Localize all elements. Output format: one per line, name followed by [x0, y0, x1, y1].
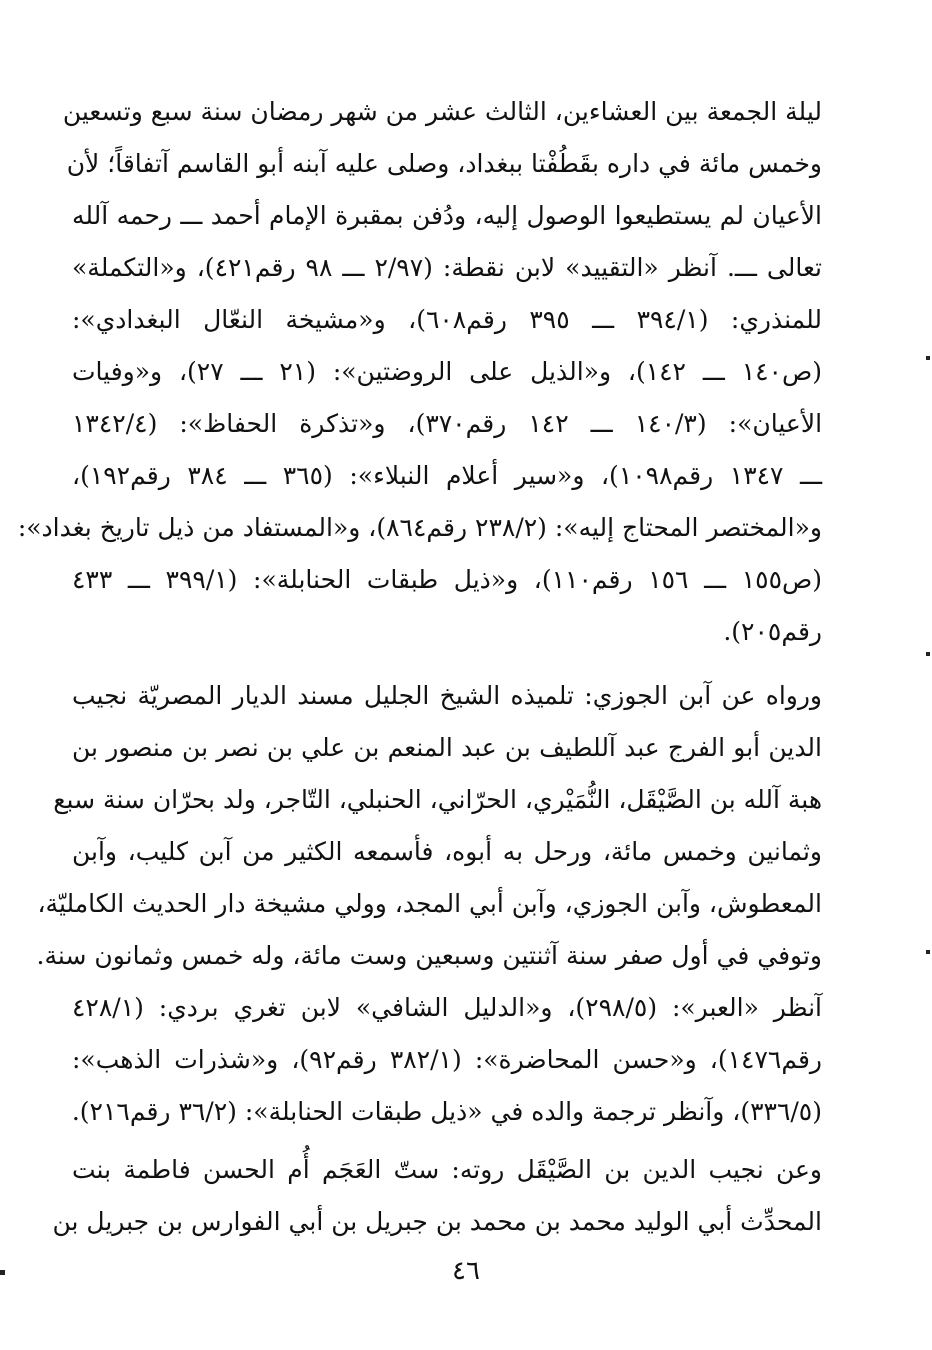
text-line: المحدِّث أبي الوليد محمد بن محمد بن جبريل بن أبي الفوارس بن جبريل بن	[52, 1207, 822, 1236]
text-line: وثمانين وخمس مائة، ورحل به أبوه، فأسمعه الكثير من آبن كليب، وآبن	[72, 837, 822, 866]
text-line: هبة آلله بن الصَّيْقَل، النُّمَيْري، الحرّاني، الحنبلي، التّاجر، ولد بحرّان سنة سبع	[53, 785, 822, 814]
text-line: (ص١٤٠ ـــ ١٤٢)، و«الذيل على الروضتين»: (٢١ ـــ ٢٧)، و«وفيات	[72, 357, 822, 386]
text-line: ـــ ١٣٤٧ رقم١٠٩٨)، و«سير أعلام النبلاء»: (٣٦٥ ـــ ٣٨٤ رقم١٩٢)،	[72, 461, 823, 490]
paragraph-3	[52, 1144, 822, 1248]
text-line: (ص١٥٥ ـــ ١٥٦ رقم١١٠)، و«ذيل طبقات الحنابلة»: (٣٩٩/١ ـــ ٤٣٣	[72, 565, 823, 594]
text-line: تعالى ـــ. آنظر «التقييد» لابن نقطة: (٢/٩٧ ـــ ٩٨ رقم٤٢١)، و«التكملة»	[72, 253, 823, 282]
text-line: ليلة الجمعة بين العشاءين، الثالث عشر من شهر رمضان سنة سبع وتسعين	[62, 97, 822, 126]
text-line: آنظر «العبر»: (٢٩٨/٥)، و«الدليل الشافي» لابن تغري بردي: (٤٢٨/١	[72, 993, 822, 1022]
text-line: رقم٢٠٥).	[723, 617, 822, 646]
text-line: و«المختصر المحتاج إليه»: (٢٣٨/٢ رقم٨٦٤)، و«المستفاد من ذيل تاريخ بغداد»:	[17, 513, 822, 542]
text-line: الأعيان»: (١٤٠/٣ ـــ ١٤٢ رقم٣٧٠)، و«تذكرة الحفاظ»: (١٣٤٢/٤	[72, 409, 823, 438]
text-line: وتوفي في أول صفر سنة آثنتين وسبعين وست مائة، وله خمس وثمانون سنة.	[36, 941, 822, 970]
text-line: وخمس مائة في داره بقَطُفْتا ببغداد، وصلى عليه آبنه أبو القاسم آتفاقاً؛ لأن	[66, 149, 822, 178]
text-line: المعطوش، وآبن الجوزي، وآبن أبي المجد، وولي مشيخة دار الحديث الكامليّة،	[37, 889, 822, 918]
paragraph-gap	[72, 658, 822, 670]
page-body	[17, 86, 823, 1248]
scan-mark	[926, 950, 930, 954]
text-line: (٣٣٦/٥)، وآنظر ترجمة والده في «ذيل طبقات الحنابلة»: (٣٦/٢ رقم٢١٦).	[71, 1097, 822, 1126]
text-line: الدين أبو الفرج عبد آللطيف بن عبد المنعم بن علي بن نصر بن منصور بن	[72, 733, 822, 762]
text-line: ورواه عن آبن الجوزي: تلميذه الشيخ الجليل مسند الديار المصريّة نجيب	[72, 681, 822, 710]
text-line: وعن نجيب الدين بن الصَّيْقَل روته: ستّ العَجَم أُم الحسن فاطمة بنت	[72, 1155, 822, 1184]
text-line: الأعيان لم يستطيعوا الوصول إليه، ودُفن بمقبرة الإمام أحمد ـــ رحمه آلله	[72, 201, 822, 230]
scan-mark	[926, 652, 930, 656]
paragraph-1	[17, 86, 823, 658]
page-number: ٤٦	[452, 1256, 480, 1286]
paragraph-2	[36, 670, 823, 1138]
text-line: رقم١٤٧٦)، و«حسن المحاضرة»: (٣٨٢/١ رقم٩٢)، و«شذرات الذهب»:	[72, 1045, 823, 1074]
text-line: للمنذري: (٣٩٤/١ ـــ ٣٩٥ رقم٦٠٨)، و«مشيخة النعّال البغدادي»:	[72, 305, 822, 334]
scan-mark	[926, 356, 930, 360]
scan-mark	[0, 1270, 5, 1275]
